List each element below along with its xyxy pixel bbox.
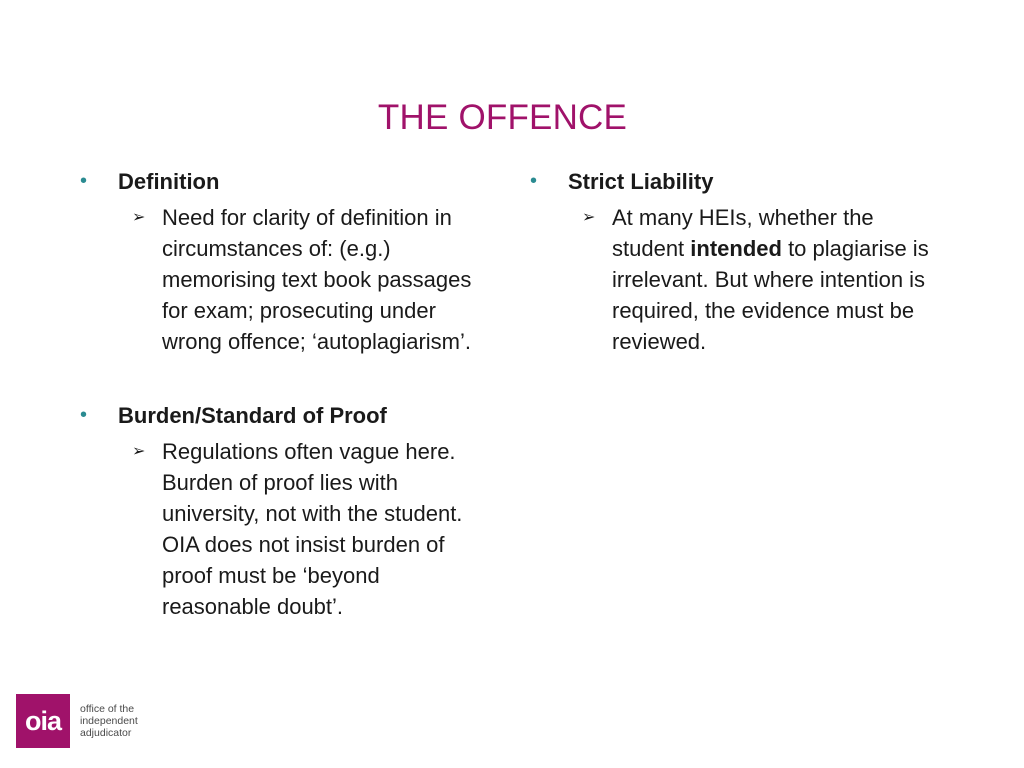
bullet-heading: Burden/Standard of Proof (118, 403, 387, 428)
oia-logo (16, 694, 138, 748)
sub-item-strict-liability (582, 202, 950, 357)
slide-title: THE OFFENCE (377, 98, 628, 137)
arrow-icon: ➢ (132, 209, 146, 226)
logo-mark: oia (16, 694, 70, 748)
bullet-heading: Definition (118, 169, 220, 194)
bullet-dot-icon: • (80, 404, 88, 426)
sub-text-before: At many HEIs, whether the student (612, 205, 874, 261)
sub-text-emphasis: intended (690, 236, 782, 261)
bullet-dot-icon: • (80, 170, 88, 192)
arrow-icon: ➢ (582, 209, 596, 226)
arrow-icon: ➢ (132, 443, 146, 460)
bullet-strict-liability (530, 166, 950, 197)
bullet-heading: Strict Liability (568, 169, 714, 194)
sub-text-after: to plagiarise is irrelevant. But where intention is required, the evidence must be reviewed. (612, 236, 929, 354)
logo-line-2: independent (80, 715, 138, 727)
sub-item-text (612, 202, 937, 357)
bullet-definition (80, 166, 500, 197)
sub-item-text: Regulations often vague here. Burden of proof lies with university, not with the student. OIA does not insist burden of proof must be ‘beyond reasonable doubt’. (162, 439, 463, 619)
left-column (80, 166, 500, 622)
bullet-dot-icon: • (530, 170, 538, 192)
logo-wordmark (80, 703, 138, 739)
bullet-burden-of-proof (80, 400, 500, 431)
sub-item-burden-of-proof (132, 436, 500, 622)
right-column (530, 166, 950, 357)
logo-line-3: adjudicator (80, 727, 132, 739)
logo-line-1: office of the (80, 703, 135, 715)
sub-item-text: Need for clarity of definition in circumstances of: (e.g.) memorising text book passages for exam; prosecuting under wrong offence; ‘autoplagiarism’. (162, 205, 472, 354)
sub-item-definition (132, 202, 500, 357)
